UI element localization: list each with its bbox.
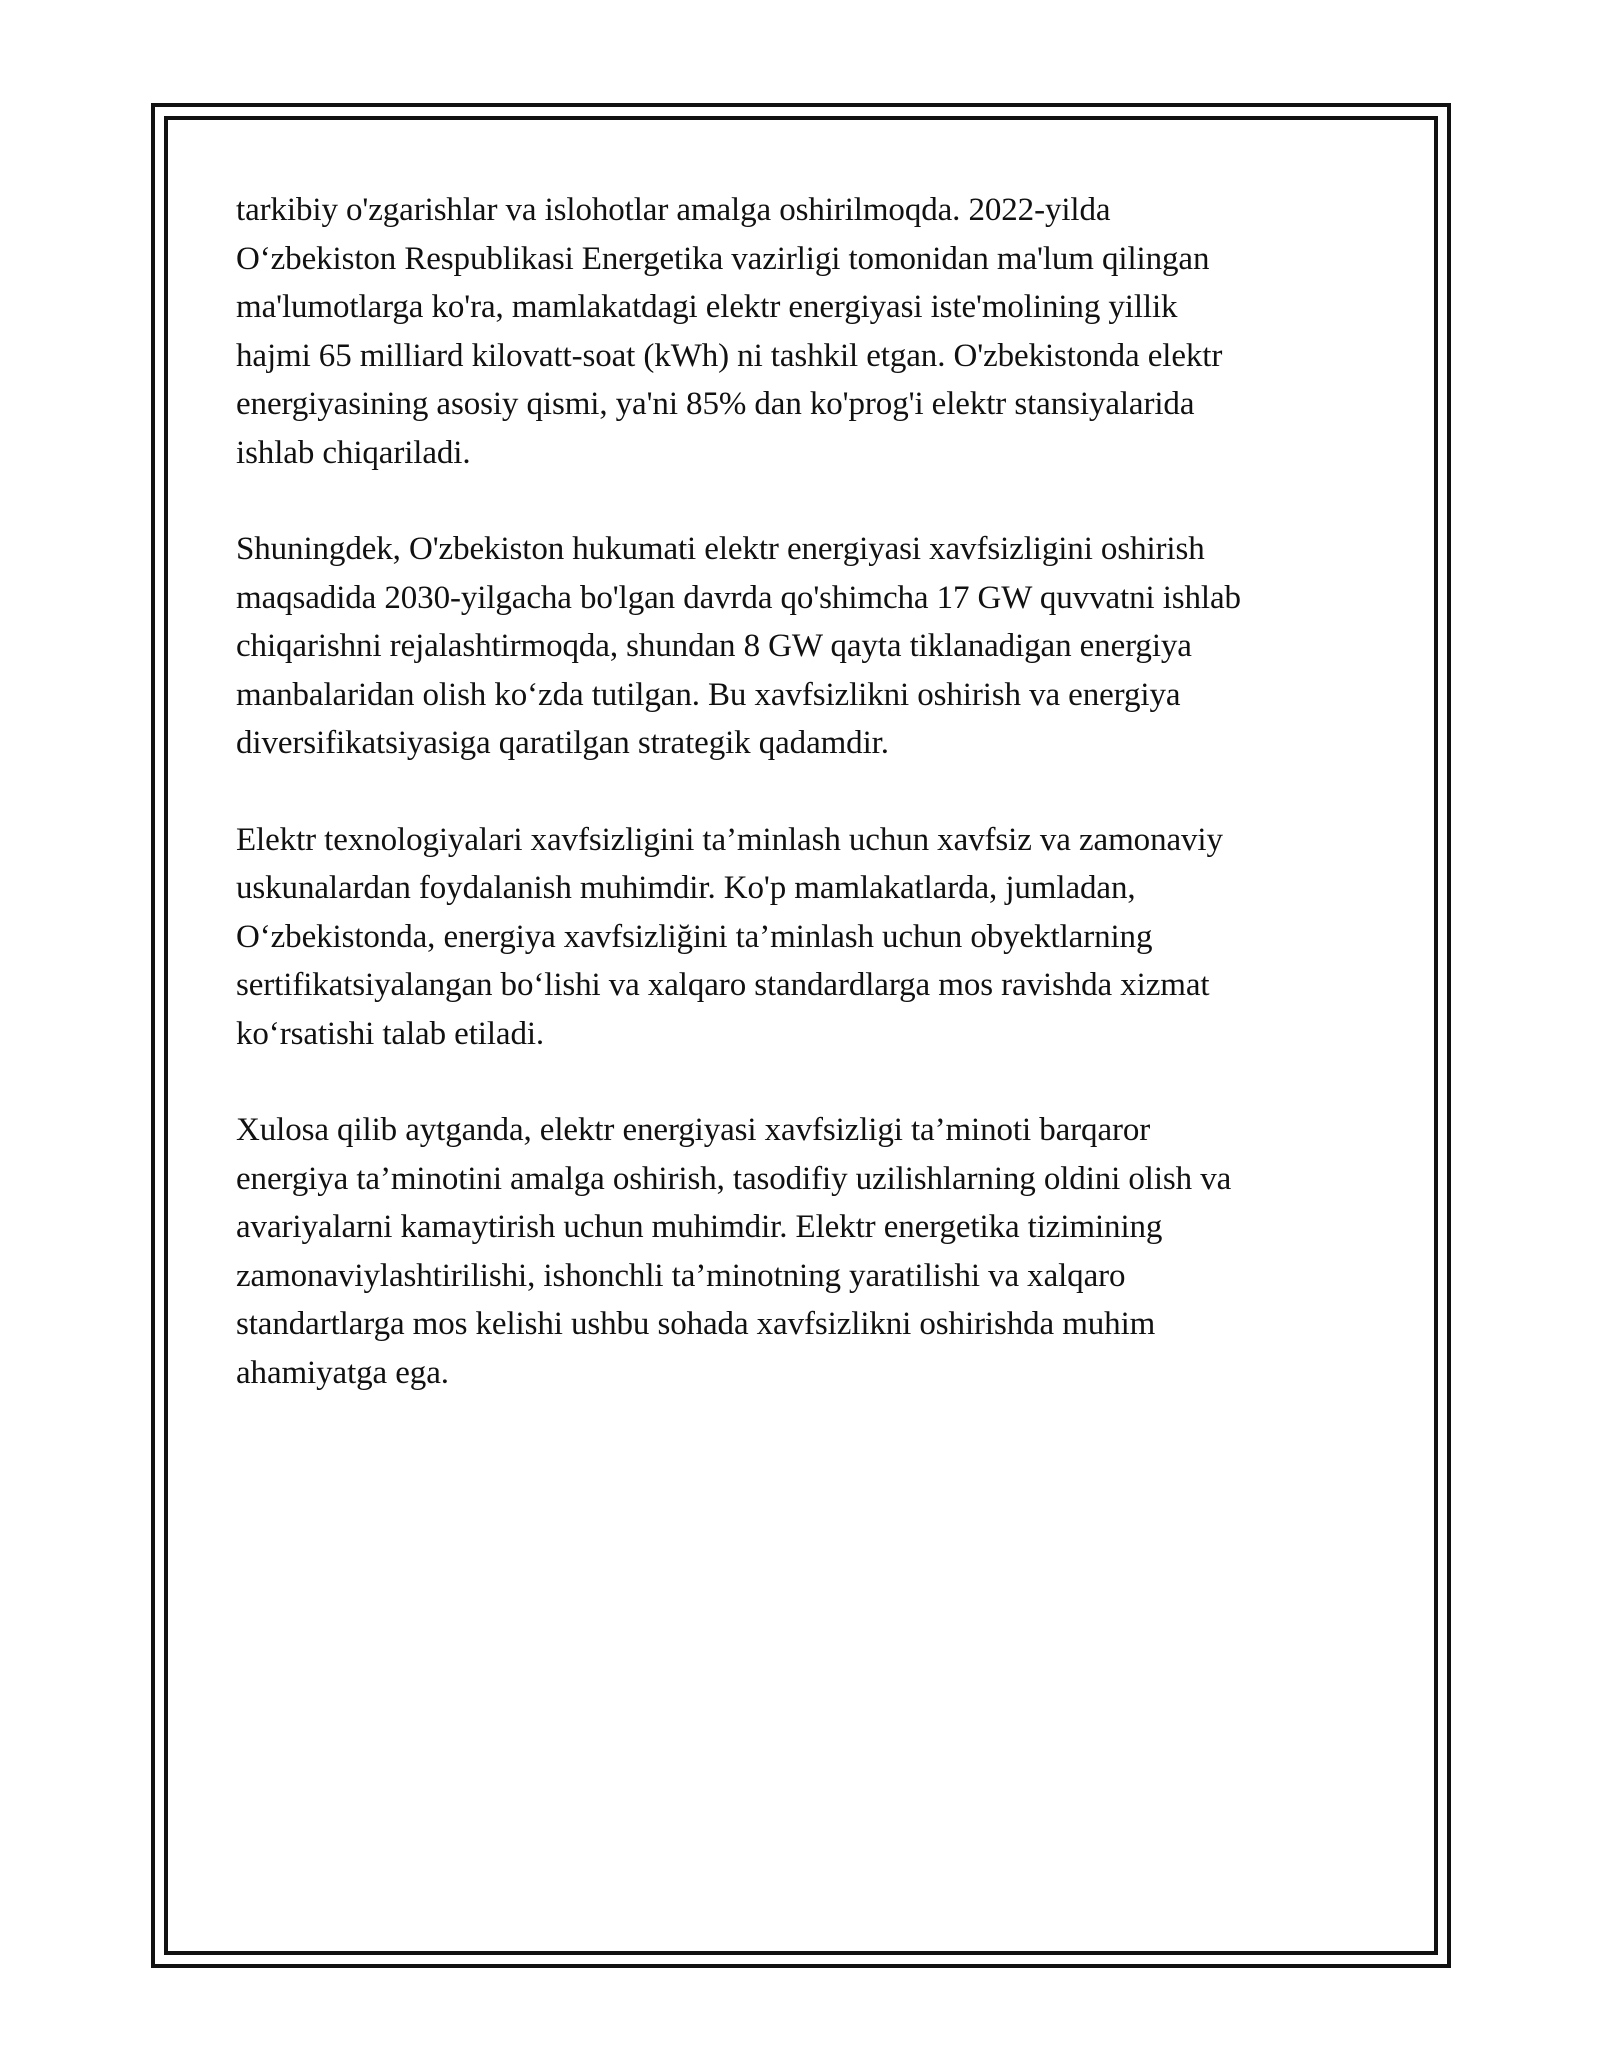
text-line: Shuningdek, O'zbekiston hukumati elektr energiyasi xavfsizligini oshirish — [236, 531, 1205, 567]
text-line: manbalaridan olish ko‘zda tutilgan. Bu xavfsizlikni oshirish va energiya — [236, 676, 1181, 713]
text-line: avariyalarni kamaytirish uchun muhimdir. Elektr energetika tizimining — [236, 1209, 1163, 1245]
text-line: chiqarishni rejalashtirmoqda, shundan 8 GW qayta tiklanadigan energiya — [236, 628, 1192, 664]
document-body — [236, 186, 1396, 1445]
text-line: standartlarga mos kelishi ushbu sohada xavfsizlikni oshirishda muhim — [236, 1306, 1156, 1342]
text-line: sertifikatsiyalangan bo‘lishi va xalqaro standardlarga mos ravishda xizmat — [236, 967, 1210, 1003]
paragraph-1 — [236, 186, 1396, 477]
text-line: ma'lumotlarga ko'ra, mamlakatdagi elektr energiyasi iste'molining yillik — [236, 289, 1178, 325]
text-line: uskunalardan foydalanish muhimdir. Ko'p mamlakatlarda, jumladan, — [236, 870, 1136, 906]
paragraph-4 — [236, 1106, 1396, 1397]
text-line: O‘zbekiston Respublikasi Energetika vazirligi tomonidan ma'lum qilingan — [236, 240, 1210, 277]
text-line: ahamiyatga ega. — [236, 1354, 449, 1391]
text-line: tarkibiy o'zgarishlar va islohotlar amalga oshirilmoqda. 2022-yilda — [236, 192, 1111, 228]
text-line: maqsadida 2030-yilgacha bo'lgan davrda qo'shimcha 17 GW quvvatni ishlab — [236, 579, 1241, 616]
text-line: energiya ta’minotini amalga oshirish, tasodifiy uzilishlarning oldini olish va — [236, 1160, 1232, 1197]
paragraph-2 — [236, 525, 1396, 768]
text-line: Xulosa qilib aytganda, elektr energiyasi xavfsizligi ta’minoti barqaror — [236, 1112, 1151, 1148]
text-line: energiyasining asosiy qismi, ya'ni 85% dan ko'prog'i elektr stansiyalarida — [236, 386, 1195, 422]
text-line: Elektr texnologiyalari xavfsizligini ta’minlash uchun xavfsiz va zamonaviy — [236, 821, 1223, 858]
text-line: O‘zbekistonda, energiya xavfsizliğini ta’minlash uchun obyektlarning — [236, 918, 1153, 955]
text-line: diversifikatsiyasiga qaratilgan strategik qadamdir. — [236, 725, 889, 761]
paragraph-3 — [236, 816, 1396, 1059]
text-line: zamonaviylashtirilishi, ishonchli ta’minotning yaratilishi va xalqaro — [236, 1257, 1126, 1294]
text-line: hajmi 65 milliard kilovatt-soat (kWh) ni tashkil etgan. O'zbekistonda elektr — [236, 337, 1223, 374]
text-line: ishlab chiqariladi. — [236, 434, 471, 471]
text-line: ko‘rsatishi talab etiladi. — [236, 1015, 545, 1052]
